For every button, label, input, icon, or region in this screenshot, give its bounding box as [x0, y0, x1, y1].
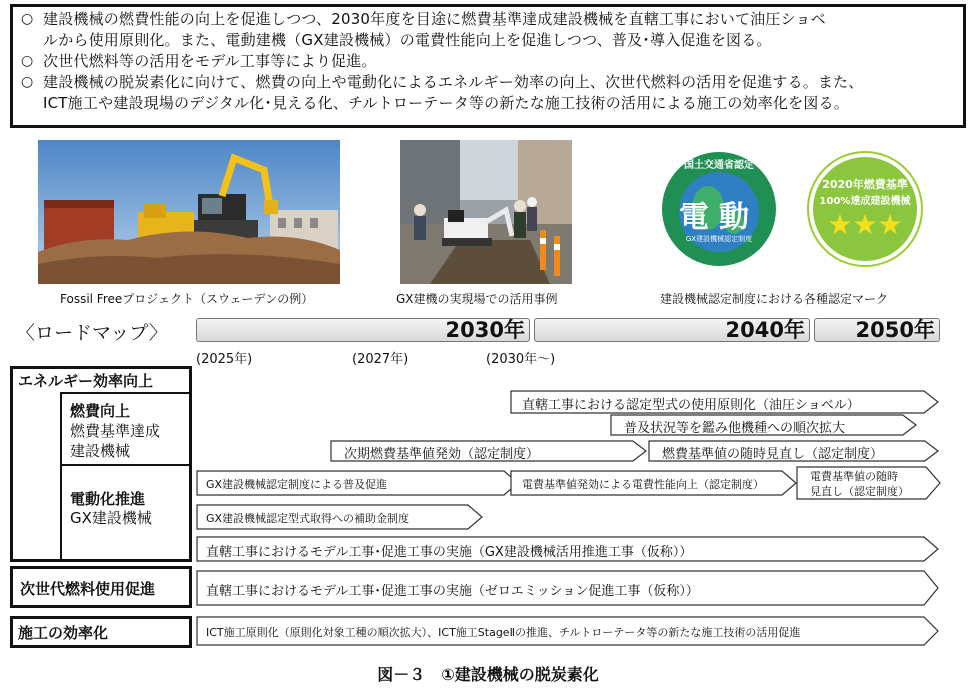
- arrow-ict-efficiency: [196, 616, 938, 646]
- electrification-title: 電動化推進: [70, 490, 146, 508]
- year-bar-2030: 2030年: [196, 318, 530, 342]
- fuel-improvement-sub: 燃費基準達成: [70, 422, 161, 440]
- arrow-label: 燃費基準値の随時見直し（認定制度）: [662, 446, 884, 462]
- mark1-top-text: 国土交通省認定: [684, 160, 754, 171]
- arrow-power-standard: [510, 470, 796, 496]
- arrow-subsidy: [196, 504, 482, 530]
- fuel-standard-mark: [806, 150, 924, 268]
- mark2-line2: 100%達成建設機械: [819, 196, 911, 207]
- gx-electric-mark: [660, 150, 778, 268]
- arrow-next-fuel-standard: [330, 440, 646, 462]
- bullet-icon: ○: [21, 74, 34, 90]
- photo2-caption: GX建機の実現場での活用事例: [396, 292, 558, 306]
- year-label-2027: (2027年): [352, 352, 409, 367]
- mark2-line1: 2020年燃費基準: [822, 178, 908, 191]
- summary-box: [10, 4, 966, 128]
- arrow-certified-use: [510, 390, 938, 414]
- arrow-label: ICT施工原則化（原則化対象工種の順次拡大）、ICT施工StageⅡの推進、チルトローテータ等の新たな施工技術の活用促進: [206, 625, 801, 639]
- summary-line-1: [21, 9, 955, 30]
- marks-caption: 建設機械認定制度における各種認定マーク: [660, 292, 889, 306]
- year-label-2030: (2030年～): [486, 352, 556, 367]
- summary-text: ICT施工や建設現場のデジタル化･見える化、チルトローテータ等の新たな施工技術の活用による施工の効率化を図る。: [43, 94, 849, 112]
- arrow-gx-certification: [196, 470, 518, 496]
- photo1-caption: Fossil Freeプロジェクト（スウェーデンの例）: [60, 292, 314, 306]
- category-efficiency-label: 施工の効率化: [18, 624, 109, 642]
- arrow-fuel-standard-review: [648, 440, 938, 462]
- summary-text: 次世代燃料等の活用をモデル工事等により促進。: [43, 52, 377, 70]
- arrow-label: GX建設機械認定制度による普及促進: [206, 477, 388, 491]
- arrow-label: 直轄工事におけるモデル工事･促進工事の実施（ゼロエミッション促進工事（仮称））: [206, 583, 699, 599]
- arrow-label: 直轄工事における認定型式の使用原則化（油圧ショベル）: [522, 397, 860, 413]
- category-next-fuel-label: 次世代燃料使用促進: [20, 580, 156, 598]
- mark2-stars: ★★★: [827, 208, 903, 241]
- year-bar-2050: 2050年: [814, 318, 940, 342]
- arrow-label: GX建設機械認定型式取得への補助金制度: [206, 511, 410, 525]
- summary-line-4: [21, 72, 955, 93]
- category-energy-label: エネルギー効率向上: [18, 372, 154, 390]
- arrow-label: 見直し（認定制度）: [810, 485, 909, 498]
- summary-line-2: [21, 30, 955, 51]
- gx-site-photo: [400, 140, 572, 284]
- bullet-icon: ○: [21, 11, 34, 27]
- mark1-center-char: 電: [679, 200, 719, 235]
- fuel-improvement-title: 燃費向上: [70, 402, 131, 420]
- bullet-icon: ○: [21, 53, 34, 69]
- summary-line-5: [21, 93, 955, 114]
- roadmap-title: 〈ロードマップ〉: [16, 322, 168, 344]
- arrow-label: 電費基準値発効による電費性能向上（認定制度）: [522, 477, 764, 491]
- arrow-label: 電費基準値の随時: [810, 470, 898, 483]
- summary-text: 建設機械の燃費性能の向上を促進しつつ、2030年度を目途に燃費基準達成建設機械を直轄工事において油圧ショベ: [43, 10, 826, 28]
- figure-caption: 図－３ ①建設機械の脱炭素化: [377, 665, 599, 684]
- arrow-label: 次期燃費基準値発効（認定制度）: [344, 446, 540, 462]
- summary-text: ルから使用原則化。また、電動建機（GX建設機械）の電費性能向上を促進しつつ、普及･導入促進を図る。: [43, 31, 772, 49]
- fuel-improvement-sub: 建設機械: [70, 442, 131, 460]
- arrow-zero-emission-works: [196, 570, 938, 606]
- arrow-power-review: [796, 466, 940, 500]
- summary-text: 建設機械の脱炭素化に向けて、燃費の向上や電動化によるエネルギー効率の向上、次世代燃料の活用を促進する。また、: [43, 73, 864, 91]
- arrow-expand-models: [610, 414, 916, 436]
- year-label-2025: (2025年): [196, 352, 253, 367]
- fossil-free-photo: [38, 140, 340, 284]
- summary-line-3: [21, 51, 955, 72]
- electrification-sub: GX建設機械: [70, 509, 152, 527]
- mark1-bottom-text: GX建設機械認定制度: [685, 235, 753, 243]
- arrow-gx-model-works: [196, 536, 938, 562]
- year-bar-2040: 2040年: [534, 318, 810, 342]
- arrow-label: 普及状況等を鑑み他機種への順次拡大: [624, 420, 846, 436]
- mark1-center-char: 動: [719, 200, 759, 235]
- arrow-label: 直轄工事におけるモデル工事･促進工事の実施（GX建設機械活用推進工事（仮称））: [206, 544, 693, 560]
